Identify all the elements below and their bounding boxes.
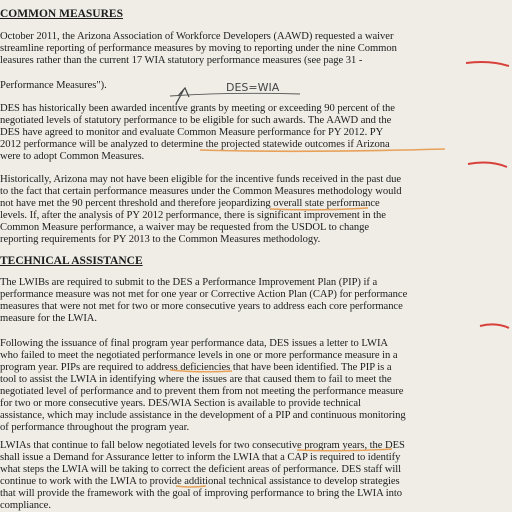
text-line: what steps the LWIA will be taking to correct the deficient areas of performance. DES staff will <box>0 464 402 475</box>
text-line: performance measure was not met for one year or Corrective Action Plan (CAP) for performance <box>0 289 408 300</box>
text-line: assistance, which may include assistance in the development of a PIP and continuous monitoring <box>0 410 406 421</box>
text-line: LWIAs that continue to fall below negotiated levels for two consecutive program years, the DES <box>0 440 405 451</box>
text-line: reporting requirements for PY 2013 to the Common Measures methodology. <box>0 234 321 245</box>
text-line: leasures rather than the current 17 WIA statutory performance measures (see page 31 - <box>0 55 363 66</box>
text-line: who failed to meet the negotiated performance levels in one or more performance measure in a <box>0 350 398 361</box>
text-line: DES has historically been awarded incentive grants by meeting or exceeding 90 percent of the <box>0 103 395 114</box>
text-line: Historically, Arizona may not have been eligible for the incentive funds received in the past due <box>0 174 402 185</box>
handwritten-arrow <box>176 88 189 104</box>
margin-pen-mark <box>480 324 509 328</box>
handwritten-annotation: DES=WIA <box>226 81 280 94</box>
text-line: shall issue a Demand for Assurance letter to inform the LWIA that a CAP is required to identify <box>0 452 401 463</box>
section-heading-technical-assistance: TECHNICAL ASSISTANCE <box>0 255 143 267</box>
text-line: to the fact that certain performance measures under the Common Measures methodology would <box>0 186 402 197</box>
text-line: Common Measure performance, a waiver may be requested from the USDOL to change <box>0 222 370 233</box>
margin-pen-mark <box>468 163 507 167</box>
text-line: were to adopt Common Measures. <box>0 151 145 162</box>
text-line: The LWIBs are required to submit to the DES a Performance Improvement Plan (PIP) if a <box>0 277 378 288</box>
text-line: negotiated levels of statutory performance to be eligible for such awards. The AAWD and the <box>0 115 392 126</box>
text-line: streamline reporting of performance measures by moving to reporting under the nine Common <box>0 43 397 54</box>
text-line: compliance. <box>0 500 51 511</box>
text-line: that will provide the framework with the goal of improving performance to bring the LWIA into <box>0 488 403 499</box>
text-line: Performance Measures"). <box>0 80 107 91</box>
text-line: October 2011, the Arizona Association of Workforce Developers (AAWD) requested a waiver <box>0 31 394 42</box>
text-line: measure for the LWIA. <box>0 313 97 324</box>
section-heading-common-measures: COMMON MEASURES <box>0 8 123 20</box>
text-line: program year. PIPs are required to address deficiencies that have been identified. The PIP is a <box>0 362 392 373</box>
text-line: measures that were not met for two or more consecutive years to address each core performance <box>0 301 403 312</box>
text-line: continue to work with the LWIA to provide additional technical assistance to develop strategies <box>0 476 400 487</box>
text-line: for two or more consecutive years. DES/WIA Section is available to provide technical <box>0 398 361 409</box>
text-line: levels. If, after the analysis of PY 2012 performance, there is significant improvement in the <box>0 210 386 221</box>
text-line: tool to assist the LWIA in identifying where the issues are that caused them to fail to meet the <box>0 374 392 385</box>
text-line: 2012 performance will be analyzed to determine the projected statewide outcomes if Arizona <box>0 139 390 150</box>
margin-pen-mark <box>466 62 509 66</box>
text-line: DES have agreed to monitor and evaluate Common Measure performance for PY 2012. PY <box>0 127 384 138</box>
text-line: of performance throughout the program year. <box>0 422 190 433</box>
text-line: not have met the 90 percent threshold and therefore jeopardizing overall state performance <box>0 198 380 209</box>
text-line: negotiated level of performance and to prevent them from not meeting the performance measure <box>0 386 404 397</box>
text-line: Following the issuance of final program year performance data, DES issues a letter to LWIA <box>0 338 389 349</box>
